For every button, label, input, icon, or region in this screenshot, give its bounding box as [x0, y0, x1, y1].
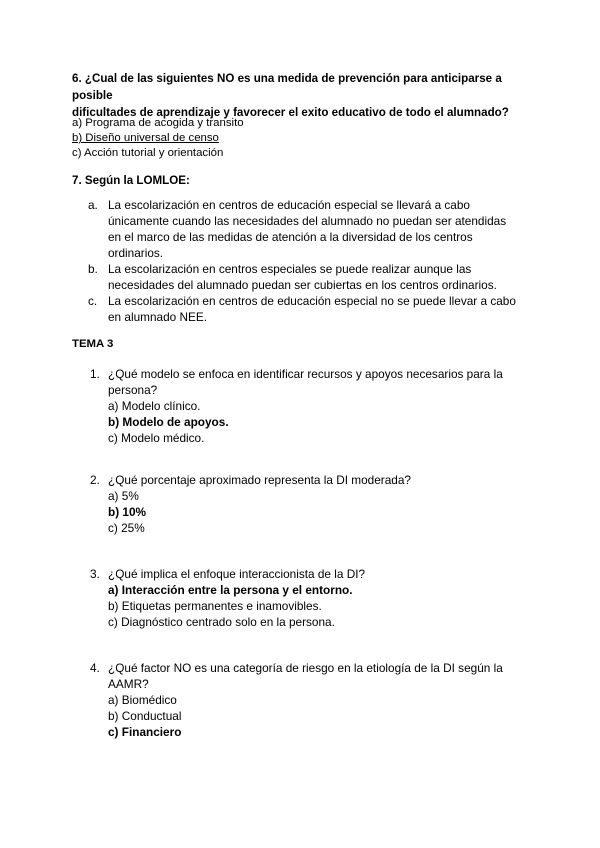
list-marker: c.	[88, 294, 98, 308]
question-line: AAMR?	[108, 677, 149, 691]
tema-question-3	[90, 566, 530, 630]
option-line: ordinarios.	[108, 246, 164, 260]
option-a: a) 5%	[108, 489, 139, 503]
question-7-heading: 7. Según la LOMLOE:	[72, 174, 190, 187]
list-marker: 4.	[90, 661, 100, 675]
option-c: c) Modelo médico.	[108, 431, 205, 445]
option-line: en alumnado NEE.	[108, 310, 208, 324]
question-line: ¿Qué factor NO es una categoría de riesgo en la etiología de la DI según la	[108, 661, 503, 675]
question-7-option-b	[88, 261, 518, 293]
question-7-option-c	[88, 293, 518, 325]
option-a-correct: a) Interacción entre la persona y el entorno.	[108, 583, 353, 597]
tema-question-1	[90, 366, 530, 446]
option-b-correct: b) 10%	[108, 505, 147, 519]
option-line: necesidades del alumnado puedan ser cubiertas en los centros ordinarios.	[108, 278, 497, 292]
list-marker: 1.	[90, 367, 100, 381]
option-a: a) Biomédico	[108, 693, 177, 707]
list-marker: a.	[88, 198, 98, 212]
tema-question-4	[90, 660, 530, 740]
question-7-options	[88, 197, 518, 325]
question-6-heading-line: dificultades de aprendizaje y favorecer el exito educativo de todo el alumnado?	[72, 106, 509, 119]
list-marker: 2.	[90, 473, 100, 487]
option-line: únicamente cuando las necesidades del alumnado no puedan ser atendidas	[108, 214, 507, 228]
option-line: en el marco de las medidas de atención a la diversidad de los centros	[108, 230, 473, 244]
question-6-option-b: b) Diseño universal de censo	[72, 132, 219, 144]
tema-question-2	[90, 472, 530, 536]
option-b-correct: b) Modelo de apoyos.	[108, 415, 229, 429]
option-c-correct: c) Financiero	[108, 725, 182, 739]
option-line: La escolarización en centros de educación especial no se puede llevar a cabo	[108, 294, 516, 308]
question-6-heading	[72, 70, 532, 121]
question-6-heading-line: 6. ¿Cual de las siguientes NO es una medida de prevención para anticiparse a posible	[72, 72, 502, 102]
list-marker: b.	[88, 262, 98, 276]
question-line: persona?	[108, 383, 158, 397]
question-line: ¿Qué porcentaje aproximado representa la DI moderada?	[108, 473, 411, 487]
option-a: a) Modelo clínico.	[108, 399, 201, 413]
option-b: b) Conductual	[108, 709, 182, 723]
question-7-option-a	[88, 197, 518, 261]
section-title: TEMA 3	[72, 338, 114, 350]
question-line: ¿Qué implica el enfoque interaccionista de la DI?	[108, 567, 366, 581]
question-line: ¿Qué modelo se enfoca en identificar recursos y apoyos necesarios para la	[108, 367, 503, 381]
option-b: b) Etiquetas permanentes e inamovibles.	[108, 599, 322, 613]
option-line: La escolarización en centros de educación especial se llevará a cabo	[108, 198, 470, 212]
option-line: La escolarización en centros especiales se puede realizar aunque las	[108, 262, 472, 276]
option-c: c) Diagnóstico centrado solo en la persona.	[108, 615, 335, 629]
list-marker: 3.	[90, 567, 100, 581]
question-6-option-c: c) Acción tutorial y orientación	[72, 147, 224, 159]
question-6-option-a: a) Programa de acogida y transito	[72, 117, 244, 129]
option-c: c) 25%	[108, 521, 145, 535]
